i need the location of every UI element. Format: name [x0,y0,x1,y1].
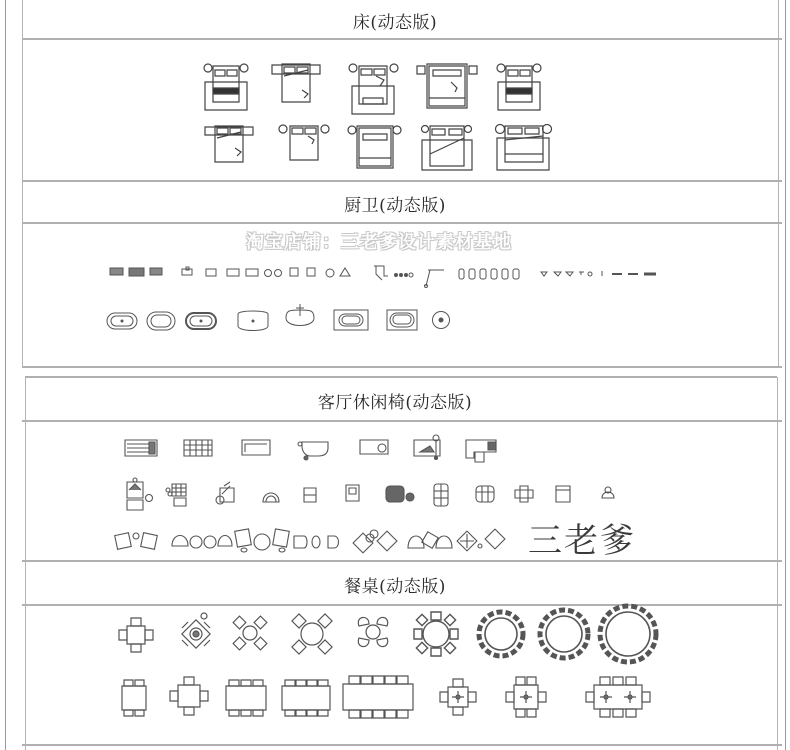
section-title-bed: 床(动态版) [352,13,438,33]
table-diamond-decor-icon [182,613,210,648]
table-rect-8-icon [282,680,330,716]
table-square-4-plant-icon [440,679,476,715]
table-square-6-plant-icon [506,677,546,717]
section-title-living-chair: 客厅休闲椅(动态版) [317,393,473,413]
table-round-14-icon [600,606,656,662]
section-title-kitchen-bath: 厨卫(动态版) [344,196,446,216]
table-round-8-icon [414,612,458,656]
table-round-4-petal-icon [358,617,387,646]
table-square-4-b-icon [170,677,208,715]
table-round-10-icon [479,612,523,656]
table-round-4-diag-icon [233,616,267,650]
table-rect-10-icon [343,676,413,718]
table-square-4-icon [119,618,153,652]
table-rect-8-plants-icon [586,677,650,717]
table-round-4-large-icon [292,614,332,654]
table-rect-6-icon [226,680,266,716]
table-round-12-icon [540,610,588,658]
watermark-text: 淘宝店铺：三老爹设计素材基地 [246,232,512,253]
brand-mark: 三老爹 [528,521,636,561]
section-title-dining-table: 餐桌(动态版) [344,577,446,597]
table-rect-4-icon [122,680,146,716]
